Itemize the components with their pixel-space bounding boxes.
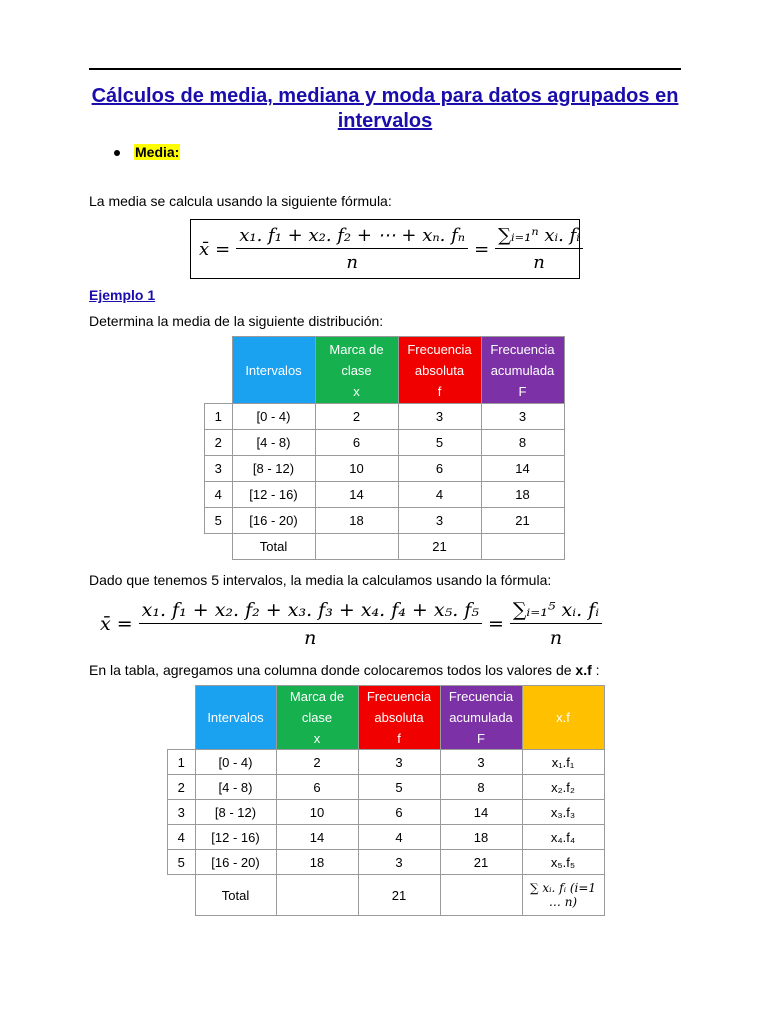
formula-sum-fraction [510, 599, 602, 649]
table-row: 3 [8 - 12) 10 6 14 x₃.f₃ [168, 800, 605, 825]
formula-denominator: n [304, 627, 317, 649]
table-header-row [168, 686, 605, 750]
formula-sum-denominator: n [533, 252, 545, 273]
header-absoluta: Frecuencia absoluta f [358, 686, 440, 750]
header-intervalos: Intervalos [195, 686, 276, 750]
formula-lhs: x̄ [100, 613, 111, 635]
total-f: 21 [398, 534, 481, 560]
xf-table [167, 685, 605, 916]
table-row: 4 [12 - 16) 14 4 18 x₄.f₄ [168, 825, 605, 850]
distribution-table [204, 336, 565, 560]
formula-sum-numerator: ∑ᵢ₌₁⁵ xᵢ. fᵢ [510, 599, 602, 624]
header-absoluta: Frecuencia absoluta f [398, 337, 481, 404]
table-total-row [205, 534, 565, 560]
formula-numerator: x₁. f₁ + x₂. f₂ + ⋯ + xₙ. fₙ [236, 225, 468, 249]
total-f: 21 [358, 875, 440, 916]
table-row: 1 [0 - 4) 2 3 3 x₁.f₁ [168, 750, 605, 775]
header-intervalos: Intervalos [232, 337, 315, 404]
bullet-dot-icon [114, 150, 120, 156]
intervals-text: Dado que tenemos 5 intervalos, la media la calculamos usando la fórmula: [89, 572, 552, 588]
formula-sum-denominator: n [549, 627, 563, 649]
table-total-row [168, 875, 605, 916]
bullet-label: Media: [135, 144, 180, 160]
page-title[interactable]: Cálculos de media, mediana y moda para datos agrupados en intervalos [91, 85, 679, 132]
header-acumulada: Frecuencia acumulada F [440, 686, 522, 750]
table-row: 5 [16 - 20) 18 3 21 [205, 508, 565, 534]
example-prompt: Determina la media de la siguiente distribución: [89, 313, 384, 329]
total-xf: ∑ xᵢ. fᵢ (i=1 … n) [522, 875, 604, 916]
formula-sum-fraction [495, 225, 583, 273]
formula-denominator: n [346, 252, 358, 273]
header-acumulada: Frecuencia acumulada F [481, 337, 564, 404]
table-intro-text: En la tabla, agregamos una columna donde colocaremos todos los valores de x.f : [89, 662, 600, 678]
top-rule [89, 68, 681, 70]
formula-fraction [236, 225, 468, 273]
header-xf: x.f [522, 686, 604, 750]
formula-sum-numerator: ∑ᵢ₌₁ⁿ xᵢ. fᵢ [495, 225, 583, 249]
bullet-media [110, 144, 180, 160]
header-marca: Marca de clase x [276, 686, 358, 750]
table-header-row [205, 337, 565, 404]
table-row: 5 [16 - 20) 18 3 21 x₅.f₅ [168, 850, 605, 875]
table-row: 2 [4 - 8) 6 5 8 x₂.f₂ [168, 775, 605, 800]
intro-text: La media se calcula usando la siguiente fórmula: [89, 193, 392, 209]
formula-numerator: x₁. f₁ + x₂. f₂ + x₃. f₃ + x₄. f₄ + x₅. f₅ [139, 599, 482, 624]
five-formula: x̄ = $\frac{\text{x₁. f₁ + x₂. f₂ + x₃. f₃ + x₄. f₄ + x₅. f₅}}{n}$ = $\frac{\text{∑ᵢ₌₁⁵ xᵢ. fᵢ}}{n}$ [100, 594, 602, 654]
table-row: 2 [4 - 8) 6 5 8 [205, 430, 565, 456]
general-formula-box: x̄ = $\frac{\text{x₁. f₁ + x₂. f₂ + ⋯ + xₙ. fₙ}}{n}$ = $\frac{\text{∑ᵢ₌₁ⁿ xᵢ. fᵢ}}{n}$ [190, 219, 580, 279]
example-heading[interactable]: Ejemplo 1 [89, 287, 156, 303]
formula-lhs: x̄ [199, 238, 210, 260]
table-row: 4 [12 - 16) 14 4 18 [205, 482, 565, 508]
formula-fraction [139, 599, 482, 649]
total-label: Total [195, 875, 276, 916]
table-row: 3 [8 - 12) 10 6 14 [205, 456, 565, 482]
header-marca: Marca de clase x [315, 337, 398, 404]
table-row: 1 [0 - 4) 2 3 3 [205, 404, 565, 430]
total-label: Total [232, 534, 315, 560]
